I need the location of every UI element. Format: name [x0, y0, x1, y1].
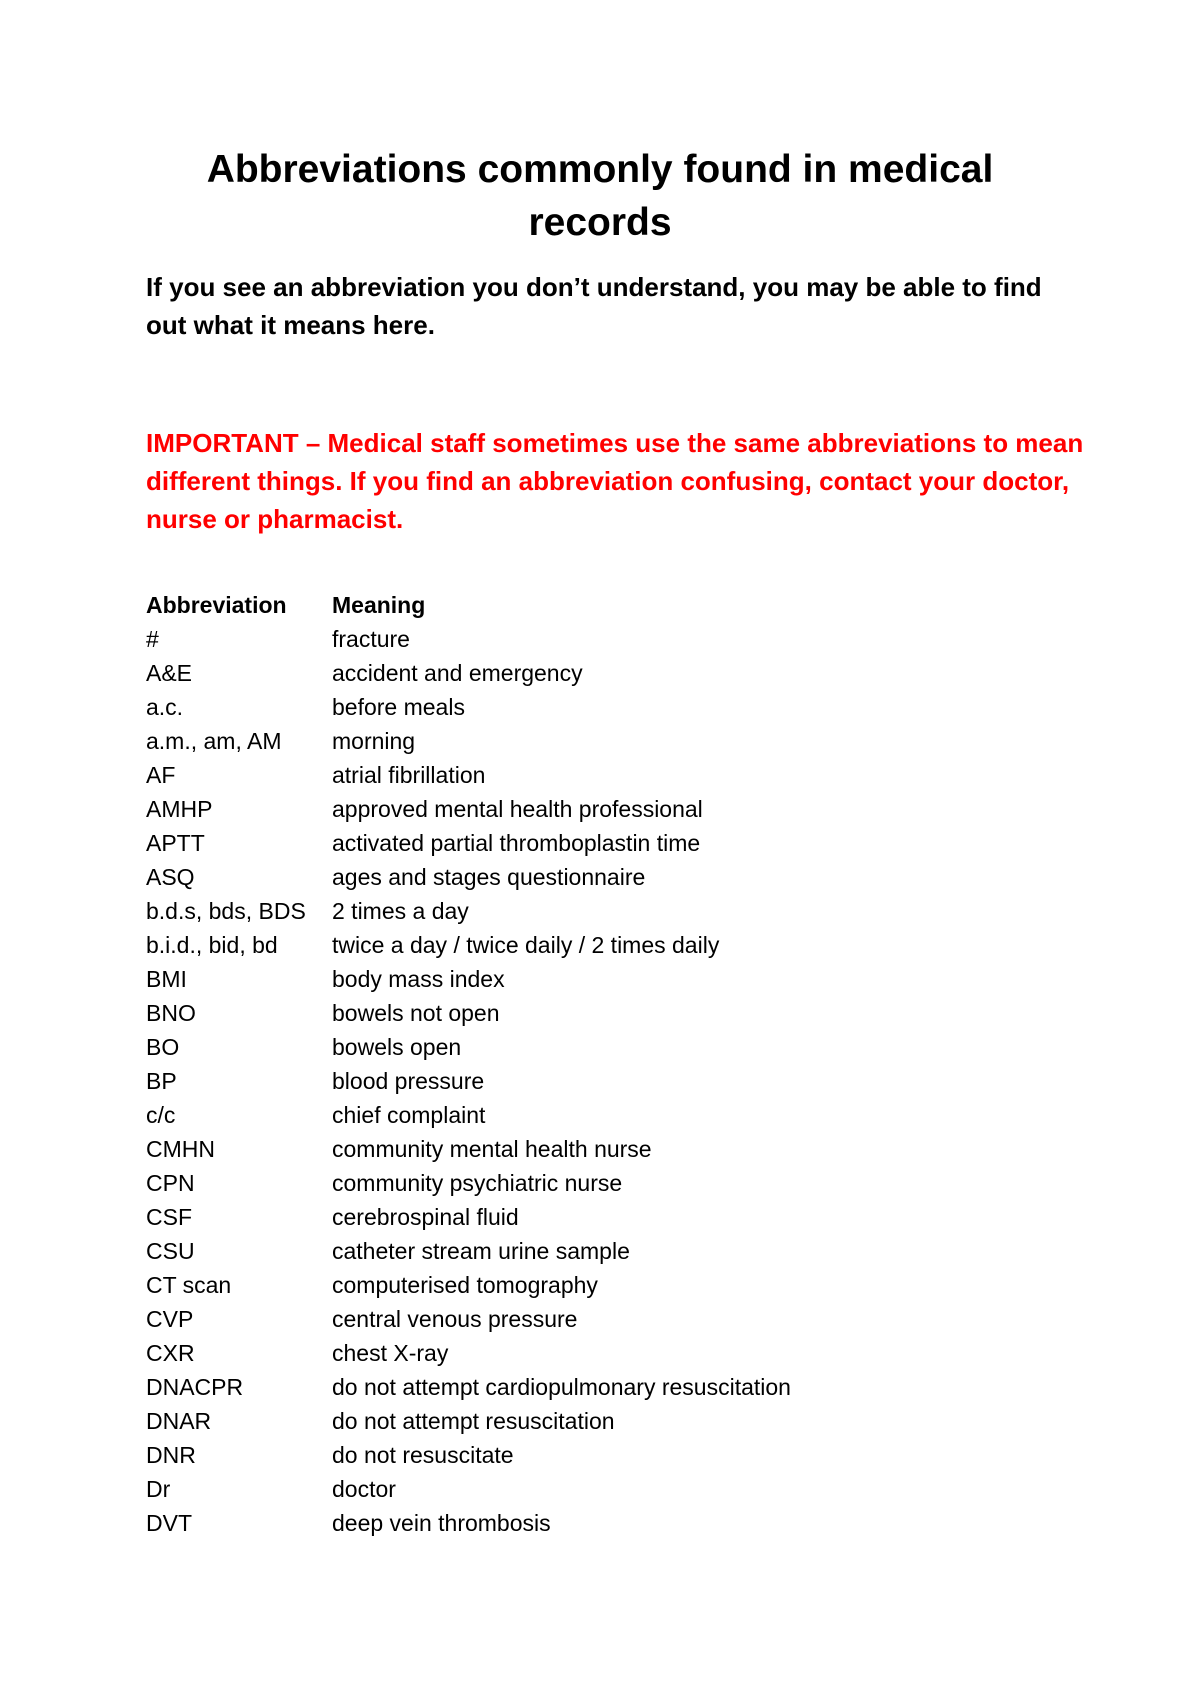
table-row: [146, 1268, 1046, 1302]
table-row: [146, 792, 1046, 826]
abbreviation-cell: CXR: [146, 1340, 195, 1366]
meaning-cell: doctor: [332, 1476, 396, 1502]
abbreviation-cell: a.m., am, AM: [146, 728, 282, 754]
table-row: [146, 724, 1046, 758]
table-row: [146, 1404, 1046, 1438]
abbreviation-cell: BMI: [146, 966, 187, 992]
table-row: [146, 1200, 1046, 1234]
abbreviation-cell: ASQ: [146, 864, 195, 890]
meaning-cell: community psychiatric nurse: [332, 1170, 623, 1196]
meaning-cell: deep vein thrombosis: [332, 1510, 551, 1536]
abbreviation-cell: #: [146, 626, 159, 652]
meaning-cell: catheter stream urine sample: [332, 1238, 630, 1264]
meaning-cell: accident and emergency: [332, 660, 583, 686]
table-row: [146, 928, 1046, 962]
table-row: [146, 656, 1046, 690]
table-row: [146, 1472, 1046, 1506]
column-header-abbreviation: Abbreviation: [146, 592, 287, 618]
abbreviation-cell: a.c.: [146, 694, 184, 720]
meaning-cell: blood pressure: [332, 1068, 485, 1094]
meaning-cell: do not attempt cardiopulmonary resuscitation: [332, 1374, 791, 1400]
abbreviation-cell: CSU: [146, 1238, 195, 1264]
intro-text: If you see an abbreviation you don’t understand, you may be able to find out what it means here.: [146, 272, 1042, 340]
table-row: [146, 1132, 1046, 1166]
table-body: [146, 622, 1046, 1540]
abbreviation-cell: DNACPR: [146, 1374, 244, 1400]
meaning-cell: fracture: [332, 626, 410, 652]
table-row: [146, 962, 1046, 996]
table-row: [146, 1098, 1046, 1132]
meaning-cell: community mental health nurse: [332, 1136, 652, 1162]
table-row: [146, 1336, 1046, 1370]
meaning-cell: cerebrospinal fluid: [332, 1204, 519, 1230]
abbreviation-cell: b.i.d., bid, bd: [146, 932, 278, 958]
table-row: [146, 894, 1046, 928]
meaning-cell: chest X-ray: [332, 1340, 449, 1366]
table-row: [146, 690, 1046, 724]
meaning-cell: approved mental health professional: [332, 796, 703, 822]
column-header-meaning: Meaning: [332, 592, 426, 618]
abbreviation-cell: CPN: [146, 1170, 195, 1196]
meaning-cell: twice a day / twice daily / 2 times daily: [332, 932, 720, 958]
table-row: [146, 1166, 1046, 1200]
table-header-row: [146, 588, 1046, 622]
table-row: [146, 996, 1046, 1030]
meaning-cell: morning: [332, 728, 416, 754]
meaning-cell: 2 times a day: [332, 898, 469, 924]
abbreviation-cell: CMHN: [146, 1136, 215, 1162]
table-row: [146, 758, 1046, 792]
abbreviation-cell: A&E: [146, 660, 193, 686]
table-row: [146, 1030, 1046, 1064]
abbreviation-cell: CT scan: [146, 1272, 232, 1298]
meaning-cell: before meals: [332, 694, 465, 720]
table-row: [146, 1234, 1046, 1268]
abbreviation-cell: Dr: [146, 1476, 171, 1502]
table-row: [146, 1506, 1046, 1540]
important-notice: IMPORTANT – Medical staff sometimes use the same abbreviations to mean different things. If you find an abbreviation confusing, contact your doctor, nurse or pharmacist.: [146, 428, 1084, 534]
abbreviation-cell: c/c: [146, 1102, 176, 1128]
abbreviation-cell: APTT: [146, 830, 205, 856]
meaning-cell: computerised tomography: [332, 1272, 598, 1298]
abbreviation-cell: AF: [146, 762, 176, 788]
meaning-cell: do not attempt resuscitation: [332, 1408, 615, 1434]
table-row: [146, 1064, 1046, 1098]
meaning-cell: bowels open: [332, 1034, 462, 1060]
meaning-cell: bowels not open: [332, 1000, 500, 1026]
meaning-cell: activated partial thromboplastin time: [332, 830, 701, 856]
table-row: [146, 622, 1046, 656]
table-row: [146, 1302, 1046, 1336]
abbreviation-cell: AMHP: [146, 796, 213, 822]
abbreviation-cell: DVT: [146, 1510, 192, 1536]
abbreviation-cell: CVP: [146, 1306, 194, 1332]
meaning-cell: body mass index: [332, 966, 505, 992]
abbreviation-cell: b.d.s, bds, BDS: [146, 898, 306, 924]
abbreviation-cell: BNO: [146, 1000, 196, 1026]
meaning-cell: atrial fibrillation: [332, 762, 486, 788]
table-row: [146, 1370, 1046, 1404]
meaning-cell: do not resuscitate: [332, 1442, 514, 1468]
table-row: [146, 860, 1046, 894]
page-title: Abbreviations commonly found in medical records: [206, 148, 994, 244]
abbreviation-cell: DNR: [146, 1442, 196, 1468]
meaning-cell: chief complaint: [332, 1102, 486, 1128]
abbreviations-table: [146, 588, 1046, 1540]
abbreviation-cell: BO: [146, 1034, 180, 1060]
abbreviation-cell: CSF: [146, 1204, 192, 1230]
abbreviation-cell: BP: [146, 1068, 177, 1094]
meaning-cell: ages and stages questionnaire: [332, 864, 646, 890]
table-row: [146, 826, 1046, 860]
abbreviation-cell: DNAR: [146, 1408, 212, 1434]
table-row: [146, 1438, 1046, 1472]
meaning-cell: central venous pressure: [332, 1306, 578, 1332]
